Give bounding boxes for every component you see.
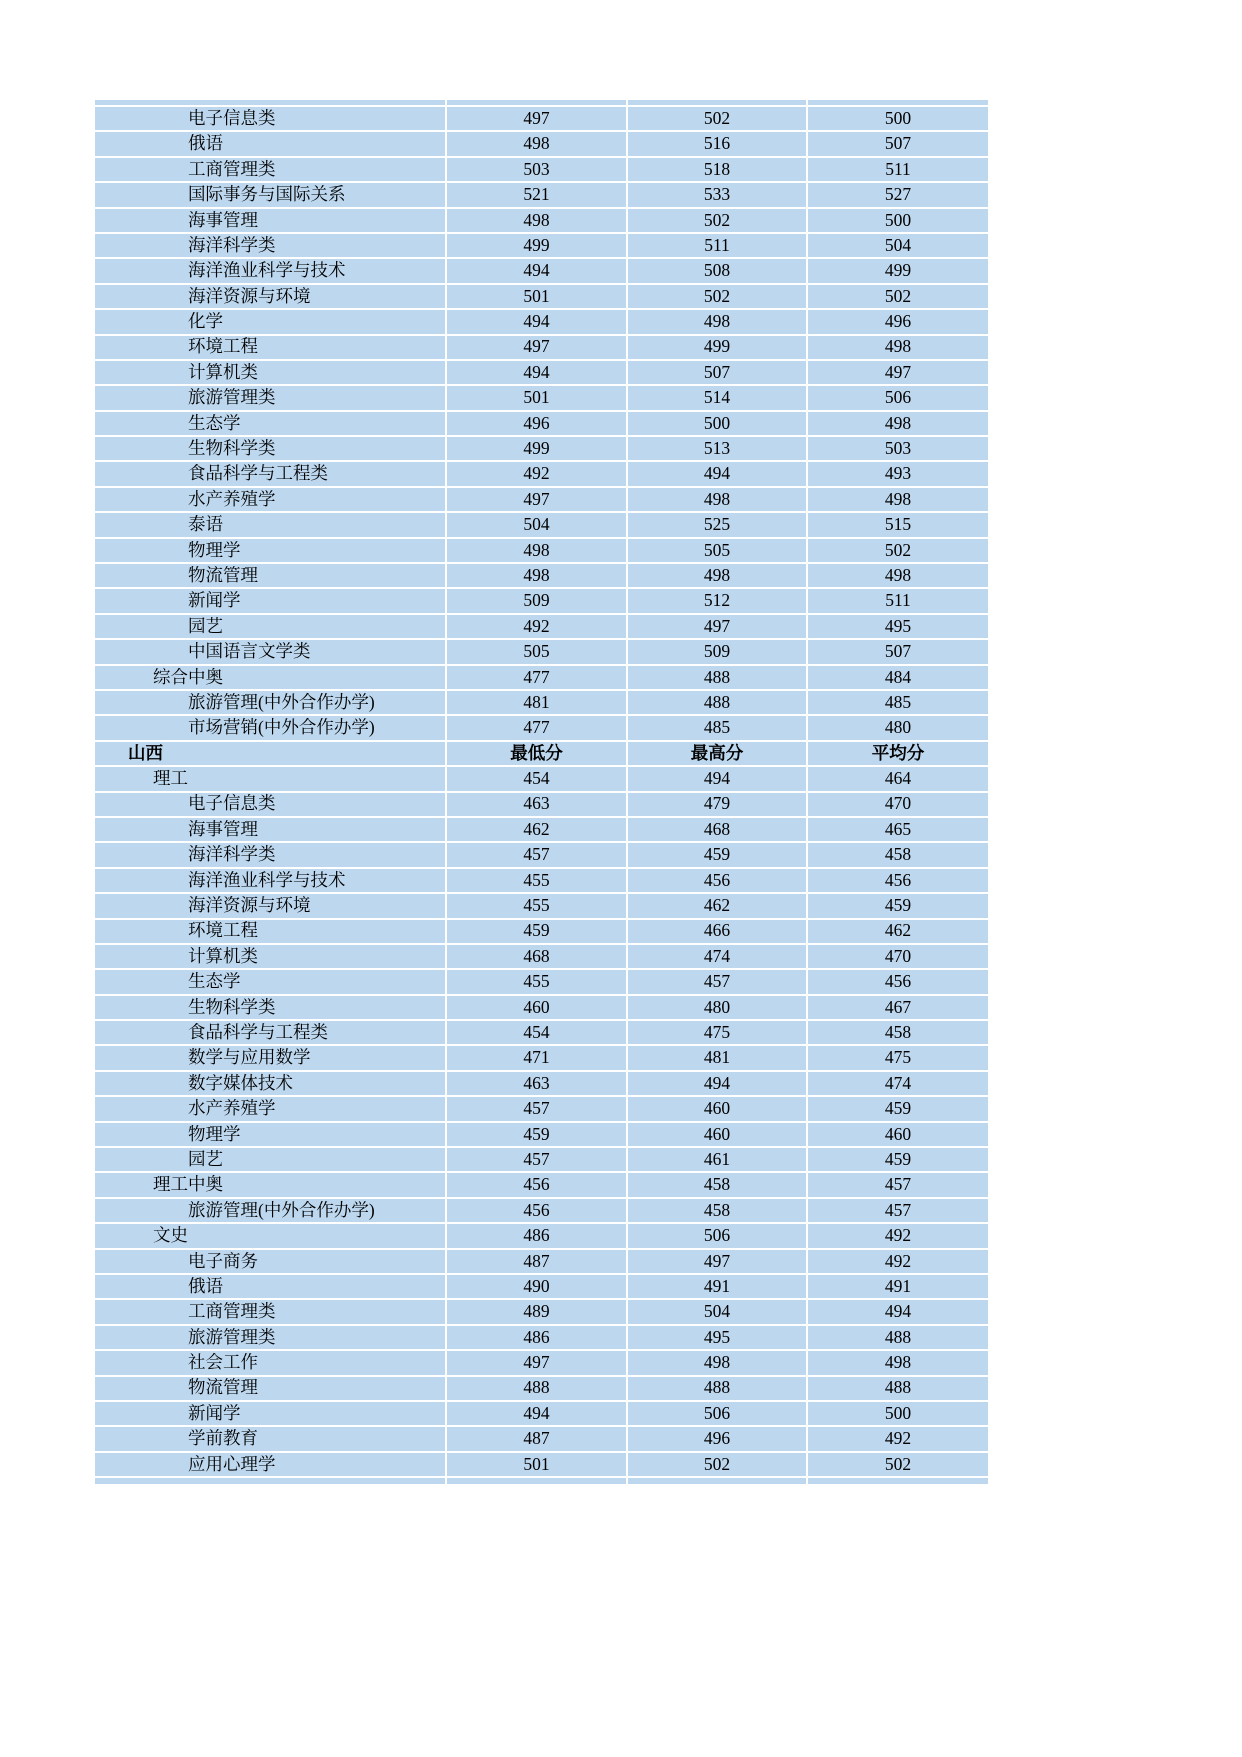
avg-score-cell: 456 — [808, 869, 988, 892]
min-score-cell: 455 — [447, 869, 626, 892]
partial-row-cell — [95, 1478, 445, 1484]
major-name-cell: 学前教育 — [95, 1427, 445, 1450]
avg-score-cell: 492 — [808, 1224, 988, 1247]
avg-score-cell: 504 — [808, 234, 988, 257]
min-score-cell: 501 — [447, 285, 626, 308]
max-score-cell: 474 — [628, 945, 806, 968]
avg-score-cell: 456 — [808, 970, 988, 993]
min-score-cell: 463 — [447, 793, 626, 816]
min-score-cell: 463 — [447, 1072, 626, 1095]
major-name-cell: 市场营销(中外合作办学) — [95, 716, 445, 739]
min-score-cell: 490 — [447, 1275, 626, 1298]
max-score-cell: 485 — [628, 716, 806, 739]
major-name-cell: 新闻学 — [95, 1402, 445, 1425]
avg-score-cell: 491 — [808, 1275, 988, 1298]
avg-score-cell: 484 — [808, 666, 988, 689]
max-score-cell: 533 — [628, 183, 806, 206]
max-score-cell: 480 — [628, 996, 806, 1019]
max-score-cell: 505 — [628, 539, 806, 562]
min-score-cell: 494 — [447, 361, 626, 384]
major-name-cell: 电子信息类 — [95, 793, 445, 816]
major-name-cell: 水产养殖学 — [95, 488, 445, 511]
max-score-cell: 504 — [628, 1300, 806, 1323]
max-score-cell: 500 — [628, 412, 806, 435]
major-name-cell: 数字媒体技术 — [95, 1072, 445, 1095]
avg-score-cell: 503 — [808, 437, 988, 460]
major-name-cell: 海事管理 — [95, 209, 445, 232]
major-name-cell: 理工中奥 — [95, 1173, 445, 1196]
max-score-cell: 507 — [628, 361, 806, 384]
min-score-cell: 497 — [447, 1351, 626, 1374]
avg-score-cell: 464 — [808, 767, 988, 790]
avg-score-cell: 493 — [808, 462, 988, 485]
max-score-cell: 468 — [628, 818, 806, 841]
major-name-cell: 生物科学类 — [95, 996, 445, 1019]
partial-row-cell — [628, 1478, 806, 1484]
major-name-cell: 国际事务与国际关系 — [95, 183, 445, 206]
avg-score-cell: 498 — [808, 1351, 988, 1374]
major-name-cell: 海事管理 — [95, 818, 445, 841]
avg-score-cell: 495 — [808, 615, 988, 638]
min-score-cell: 486 — [447, 1326, 626, 1349]
max-score-cell: 475 — [628, 1021, 806, 1044]
avg-score-cell: 496 — [808, 310, 988, 333]
major-name-cell: 海洋科学类 — [95, 234, 445, 257]
min-score-cell: 459 — [447, 1123, 626, 1146]
major-name-cell: 海洋资源与环境 — [95, 285, 445, 308]
score-grid — [95, 100, 988, 1484]
max-score-cell: 458 — [628, 1199, 806, 1222]
max-score-cell: 502 — [628, 1453, 806, 1476]
min-score-cell: 509 — [447, 589, 626, 612]
province-header-cell: 山西 — [95, 742, 445, 765]
partial-row-cell — [808, 100, 988, 105]
max-score-cell: 498 — [628, 310, 806, 333]
major-name-cell: 生态学 — [95, 970, 445, 993]
min-score-cell: 498 — [447, 209, 626, 232]
min-score-cell: 492 — [447, 462, 626, 485]
avg-score-cell: 467 — [808, 996, 988, 1019]
major-name-cell: 园艺 — [95, 1148, 445, 1171]
avg-score-cell: 457 — [808, 1199, 988, 1222]
min-score-cell: 497 — [447, 107, 626, 130]
max-score-cell: 460 — [628, 1097, 806, 1120]
max-score-cell: 498 — [628, 564, 806, 587]
avg-score-cell: 465 — [808, 818, 988, 841]
avg-score-cell: 474 — [808, 1072, 988, 1095]
max-score-cell: 479 — [628, 793, 806, 816]
min-score-cell: 457 — [447, 1097, 626, 1120]
major-name-cell: 生物科学类 — [95, 437, 445, 460]
avg-score-cell: 511 — [808, 589, 988, 612]
avg-score-cell: 462 — [808, 920, 988, 943]
min-score-cell: 486 — [447, 1224, 626, 1247]
avg-score-cell: 494 — [808, 1300, 988, 1323]
max-score-cell: 518 — [628, 158, 806, 181]
min-score-cell: 471 — [447, 1046, 626, 1069]
min-score-cell: 501 — [447, 386, 626, 409]
major-name-cell: 新闻学 — [95, 589, 445, 612]
avg-score-cell: 459 — [808, 1097, 988, 1120]
major-name-cell: 社会工作 — [95, 1351, 445, 1374]
major-name-cell: 电子信息类 — [95, 107, 445, 130]
min-score-cell: 501 — [447, 1453, 626, 1476]
min-score-cell: 456 — [447, 1173, 626, 1196]
max-score-cell: 497 — [628, 615, 806, 638]
max-score-cell: 494 — [628, 1072, 806, 1095]
min-score-cell: 455 — [447, 894, 626, 917]
min-score-cell: 497 — [447, 488, 626, 511]
major-name-cell: 物理学 — [95, 539, 445, 562]
avg-score-cell: 502 — [808, 1453, 988, 1476]
avg-score-cell: 480 — [808, 716, 988, 739]
avg-score-cell: 498 — [808, 336, 988, 359]
major-name-cell: 海洋资源与环境 — [95, 894, 445, 917]
major-name-cell: 环境工程 — [95, 336, 445, 359]
max-score-cell: 459 — [628, 843, 806, 866]
major-name-cell: 文史 — [95, 1224, 445, 1247]
min-score-cell: 454 — [447, 767, 626, 790]
min-score-cell: 481 — [447, 691, 626, 714]
major-name-cell: 俄语 — [95, 132, 445, 155]
max-score-cell: 508 — [628, 259, 806, 282]
min-score-cell: 457 — [447, 1148, 626, 1171]
major-name-cell: 泰语 — [95, 513, 445, 536]
avg-score-cell: 511 — [808, 158, 988, 181]
major-name-cell: 旅游管理(中外合作办学) — [95, 1199, 445, 1222]
avg-score-cell: 492 — [808, 1427, 988, 1450]
avg-score-cell: 488 — [808, 1326, 988, 1349]
max-score-cell: 494 — [628, 462, 806, 485]
avg-score-cell: 502 — [808, 539, 988, 562]
min-score-cell: 494 — [447, 259, 626, 282]
major-name-cell: 应用心理学 — [95, 1453, 445, 1476]
major-name-cell: 数学与应用数学 — [95, 1046, 445, 1069]
max-score-cell: 516 — [628, 132, 806, 155]
major-name-cell: 食品科学与工程类 — [95, 1021, 445, 1044]
avg-score-cell: 488 — [808, 1377, 988, 1400]
max-score-cell: 458 — [628, 1173, 806, 1196]
max-score-cell: 502 — [628, 107, 806, 130]
major-name-cell: 海洋渔业科学与技术 — [95, 869, 445, 892]
major-name-cell: 电子商务 — [95, 1250, 445, 1273]
max-score-cell: 491 — [628, 1275, 806, 1298]
major-name-cell: 物流管理 — [95, 564, 445, 587]
min-score-cell: 492 — [447, 615, 626, 638]
major-name-cell: 化学 — [95, 310, 445, 333]
max-score-cell: 512 — [628, 589, 806, 612]
major-name-cell: 生态学 — [95, 412, 445, 435]
max-score-cell: 502 — [628, 209, 806, 232]
max-score-cell: 495 — [628, 1326, 806, 1349]
min-score-cell: 487 — [447, 1250, 626, 1273]
min-score-cell: 505 — [447, 640, 626, 663]
min-score-cell: 496 — [447, 412, 626, 435]
major-name-cell: 水产养殖学 — [95, 1097, 445, 1120]
max-score-cell: 499 — [628, 336, 806, 359]
min-score-cell: 499 — [447, 234, 626, 257]
min-score-cell: 497 — [447, 336, 626, 359]
min-score-cell: 477 — [447, 666, 626, 689]
max-score-cell: 506 — [628, 1224, 806, 1247]
partial-row-cell — [95, 100, 445, 105]
min-score-cell: 462 — [447, 818, 626, 841]
column-header-cell: 最低分 — [447, 742, 626, 765]
avg-score-cell: 458 — [808, 1021, 988, 1044]
major-name-cell: 环境工程 — [95, 920, 445, 943]
min-score-cell: 456 — [447, 1199, 626, 1222]
min-score-cell: 477 — [447, 716, 626, 739]
min-score-cell: 468 — [447, 945, 626, 968]
major-name-cell: 计算机类 — [95, 361, 445, 384]
avg-score-cell: 460 — [808, 1123, 988, 1146]
min-score-cell: 494 — [447, 1402, 626, 1425]
avg-score-cell: 470 — [808, 945, 988, 968]
min-score-cell: 494 — [447, 310, 626, 333]
min-score-cell: 488 — [447, 1377, 626, 1400]
avg-score-cell: 459 — [808, 1148, 988, 1171]
avg-score-cell: 507 — [808, 132, 988, 155]
avg-score-cell: 498 — [808, 412, 988, 435]
partial-row-cell — [447, 1478, 626, 1484]
max-score-cell: 462 — [628, 894, 806, 917]
max-score-cell: 525 — [628, 513, 806, 536]
min-score-cell: 503 — [447, 158, 626, 181]
max-score-cell: 481 — [628, 1046, 806, 1069]
avg-score-cell: 507 — [808, 640, 988, 663]
avg-score-cell: 459 — [808, 894, 988, 917]
avg-score-cell: 515 — [808, 513, 988, 536]
max-score-cell: 461 — [628, 1148, 806, 1171]
min-score-cell: 455 — [447, 970, 626, 993]
max-score-cell: 502 — [628, 285, 806, 308]
max-score-cell: 514 — [628, 386, 806, 409]
partial-row-cell — [447, 100, 626, 105]
avg-score-cell: 527 — [808, 183, 988, 206]
avg-score-cell: 506 — [808, 386, 988, 409]
max-score-cell: 509 — [628, 640, 806, 663]
admission-score-table — [95, 100, 988, 1484]
avg-score-cell: 485 — [808, 691, 988, 714]
avg-score-cell: 492 — [808, 1250, 988, 1273]
min-score-cell: 457 — [447, 843, 626, 866]
min-score-cell: 459 — [447, 920, 626, 943]
min-score-cell: 498 — [447, 539, 626, 562]
major-name-cell: 海洋科学类 — [95, 843, 445, 866]
major-name-cell: 理工 — [95, 767, 445, 790]
max-score-cell: 498 — [628, 488, 806, 511]
major-name-cell: 工商管理类 — [95, 158, 445, 181]
major-name-cell: 园艺 — [95, 615, 445, 638]
max-score-cell: 506 — [628, 1402, 806, 1425]
avg-score-cell: 497 — [808, 361, 988, 384]
max-score-cell: 494 — [628, 767, 806, 790]
major-name-cell: 综合中奥 — [95, 666, 445, 689]
major-name-cell: 俄语 — [95, 1275, 445, 1298]
max-score-cell: 488 — [628, 1377, 806, 1400]
major-name-cell: 中国语言文学类 — [95, 640, 445, 663]
max-score-cell: 496 — [628, 1427, 806, 1450]
max-score-cell: 511 — [628, 234, 806, 257]
avg-score-cell: 499 — [808, 259, 988, 282]
avg-score-cell: 500 — [808, 209, 988, 232]
min-score-cell: 489 — [447, 1300, 626, 1323]
avg-score-cell: 502 — [808, 285, 988, 308]
major-name-cell: 工商管理类 — [95, 1300, 445, 1323]
avg-score-cell: 500 — [808, 107, 988, 130]
min-score-cell: 499 — [447, 437, 626, 460]
avg-score-cell: 475 — [808, 1046, 988, 1069]
major-name-cell: 旅游管理类 — [95, 1326, 445, 1349]
column-header-cell: 平均分 — [808, 742, 988, 765]
major-name-cell: 计算机类 — [95, 945, 445, 968]
avg-score-cell: 498 — [808, 488, 988, 511]
major-name-cell: 旅游管理(中外合作办学) — [95, 691, 445, 714]
avg-score-cell: 457 — [808, 1173, 988, 1196]
partial-row-cell — [808, 1478, 988, 1484]
max-score-cell: 497 — [628, 1250, 806, 1273]
min-score-cell: 521 — [447, 183, 626, 206]
max-score-cell: 498 — [628, 1351, 806, 1374]
partial-row-cell — [628, 100, 806, 105]
min-score-cell: 454 — [447, 1021, 626, 1044]
max-score-cell: 456 — [628, 869, 806, 892]
avg-score-cell: 500 — [808, 1402, 988, 1425]
min-score-cell: 498 — [447, 564, 626, 587]
min-score-cell: 504 — [447, 513, 626, 536]
min-score-cell: 460 — [447, 996, 626, 1019]
major-name-cell: 物理学 — [95, 1123, 445, 1146]
major-name-cell: 物流管理 — [95, 1377, 445, 1400]
major-name-cell: 旅游管理类 — [95, 386, 445, 409]
avg-score-cell: 470 — [808, 793, 988, 816]
avg-score-cell: 458 — [808, 843, 988, 866]
min-score-cell: 498 — [447, 132, 626, 155]
max-score-cell: 466 — [628, 920, 806, 943]
max-score-cell: 488 — [628, 666, 806, 689]
column-header-cell: 最高分 — [628, 742, 806, 765]
max-score-cell: 457 — [628, 970, 806, 993]
max-score-cell: 513 — [628, 437, 806, 460]
max-score-cell: 488 — [628, 691, 806, 714]
avg-score-cell: 498 — [808, 564, 988, 587]
major-name-cell: 海洋渔业科学与技术 — [95, 259, 445, 282]
max-score-cell: 460 — [628, 1123, 806, 1146]
min-score-cell: 487 — [447, 1427, 626, 1450]
major-name-cell: 食品科学与工程类 — [95, 462, 445, 485]
